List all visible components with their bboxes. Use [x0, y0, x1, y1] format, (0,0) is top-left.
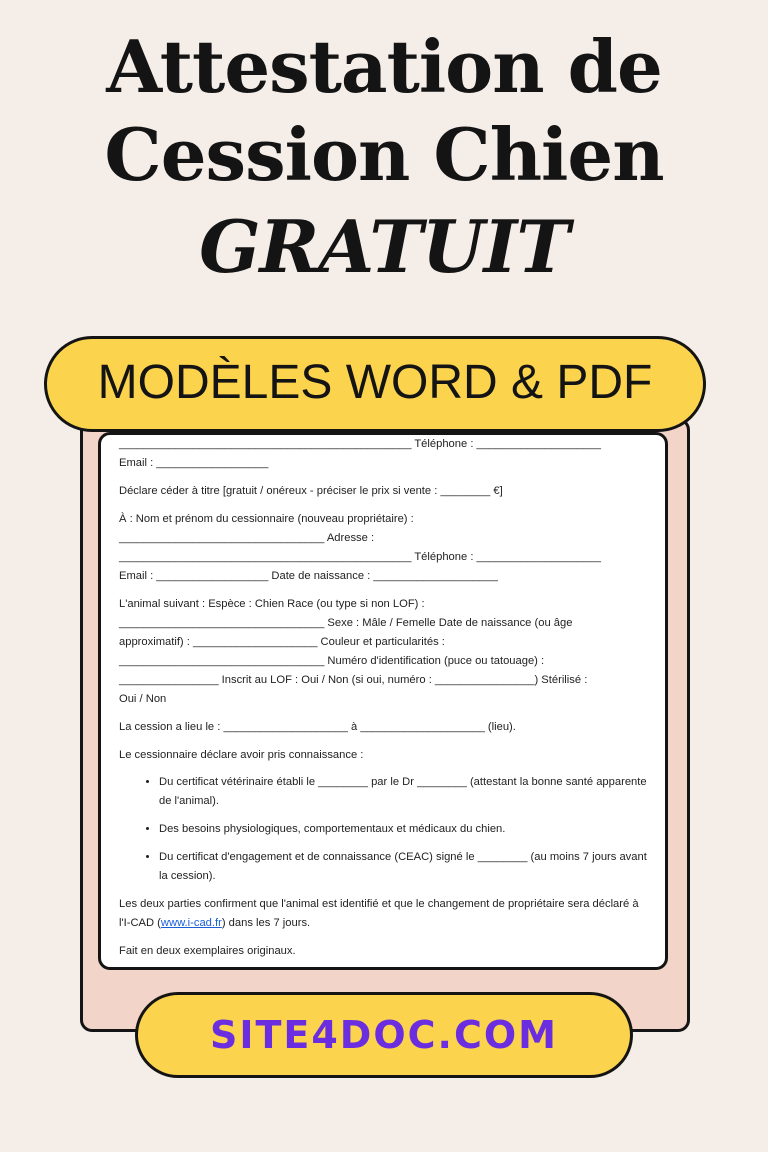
- doc-line: _________________________________ Adresse :: [119, 532, 375, 544]
- list-item: • Des besoins physiologiques, comportementaux et médicaux du chien.: [159, 820, 647, 839]
- doc-line: Email : __________________ Date de naissance : ____________________: [119, 570, 498, 582]
- doc-line: _________________________________ Sexe : Mâle / Femelle Date de naissance (ou âge: [119, 617, 573, 629]
- list-item: • Du certificat d'engagement et de connaissance (CEAC) signé le ________ (au moins 7 jours avant la cession).: [159, 848, 647, 886]
- document-preview: [98, 432, 668, 970]
- doc-line: Déclare céder à titre [gratuit / onéreux - préciser le prix si vente : ________ €]: [119, 485, 503, 497]
- closing-text: Les deux parties confirment que l'animal est identifié et que le changement de propriétaire sera déclaré à l'I-CAD (: [119, 898, 639, 929]
- title-line-2: Cession Chien: [104, 112, 664, 197]
- doc-line: _______________________________________________ Téléphone : ____________________: [119, 551, 601, 563]
- doc-line: Email : __________________: [119, 457, 269, 469]
- doc-line: approximatif) : ____________________ Couleur et particularités :: [119, 636, 445, 648]
- icad-link[interactable]: www.i-cad.fr: [160, 917, 222, 929]
- closing-paragraph: [119, 895, 647, 933]
- doc-line: Le cessionnaire déclare avoir pris connaissance :: [119, 749, 364, 761]
- doc-line: Oui / Non: [119, 693, 167, 705]
- doc-line: La cession a lieu le : ____________________ à ____________________ (lieu).: [119, 721, 516, 733]
- bullet-list: [119, 773, 647, 886]
- title-line-1: Attestation de: [106, 24, 662, 109]
- doc-final-line: Fait en deux exemplaires originaux.: [119, 945, 296, 957]
- list-item: • Du certificat vétérinaire établi le ________ par le Dr ________ (attestant la bonne santé apparente de l'animal).: [159, 773, 647, 811]
- title-line-3: GRATUIT: [199, 204, 569, 289]
- doc-line: ________________ Inscrit au LOF : Oui / Non (si oui, numéro : ________________) Stérilisé :: [119, 674, 588, 686]
- site-link-button[interactable]: SITE4DOC.COM: [135, 992, 633, 1078]
- closing-text-end: ) dans les 7 jours.: [221, 917, 311, 929]
- doc-line: _________________________________ Numéro d'identification (puce ou tatouage) :: [119, 655, 545, 667]
- doc-line: L'animal suivant : Espèce : Chien Race (ou type si non LOF) :: [119, 598, 425, 610]
- doc-line: À : Nom et prénom du cessionnaire (nouveau propriétaire) :: [119, 513, 414, 525]
- doc-line: _______________________________________________ Téléphone : ____________________: [119, 438, 601, 450]
- formats-banner: MODÈLES WORD & PDF: [44, 336, 706, 432]
